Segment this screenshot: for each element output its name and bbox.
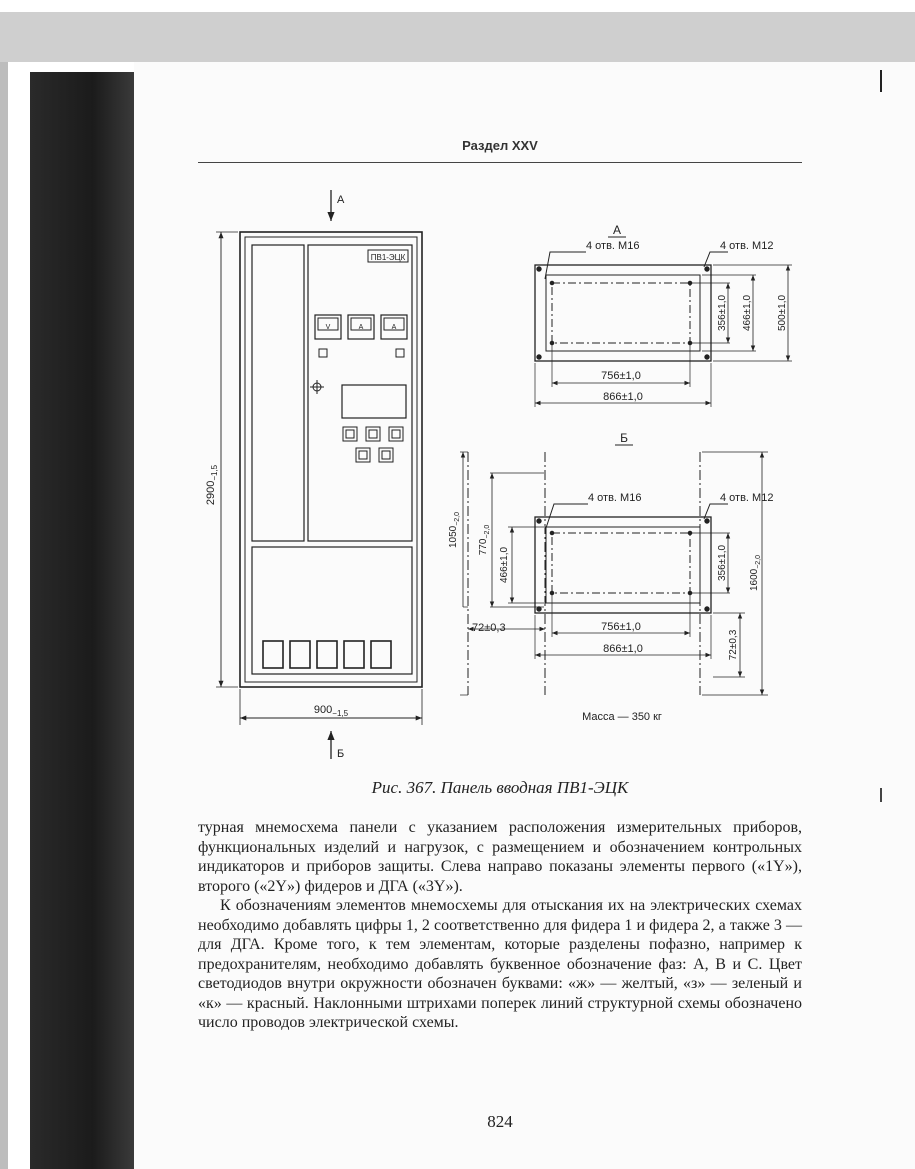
dim-1600-tolerance: −2,0	[755, 554, 762, 569]
height-dimension-label	[205, 464, 219, 505]
book-binding-shadow	[30, 72, 134, 1169]
front-view-labels	[205, 194, 406, 760]
holes-m16-label: 4 отв. М16	[588, 492, 642, 504]
mass-label: Масса — 350 кг	[582, 711, 662, 723]
meter-label-v: V	[325, 324, 331, 331]
section-marker-a: А	[337, 194, 345, 206]
scan-background-left	[0, 62, 8, 1169]
meter-label-a: A	[358, 324, 364, 331]
dim-770-value: 770	[478, 538, 489, 556]
paragraph: К обозначениям элементов мнемосхемы для отыскания их на электрических схемах необходимо добавлять цифры 1, 2 соответственно для фидера 1 и фидера 2, а также 3 — для ДГА. Кроме того, к тем элементам, которые разделены пофазно, например к предохранителям, необходимо добавлять буквенное обозначение фаз: А, В и С. Цвет светодиодов внутри окружности обозначен буквами: «ж» — желтый, «з» — зеленый и «к» — красный. Наклонными штрихами поперек линий структурной схемы обозначено число проводов электрической схемы.	[198, 897, 802, 1031]
dim-770-tolerance: −2,0	[484, 524, 491, 539]
dim-500-label: 500±1,0	[777, 294, 788, 332]
width-tolerance: −1,5	[332, 709, 349, 718]
header-rule	[198, 162, 802, 163]
dim-72-right-label: 72±0,3	[728, 629, 739, 661]
page-number: 824	[487, 1112, 513, 1131]
dim-466-label: 466±1,0	[499, 546, 510, 584]
dim-1050-value: 1050	[448, 525, 459, 549]
section-header: Раздел XXV	[462, 138, 538, 153]
dim-466-label: 466±1,0	[742, 294, 753, 332]
dim-770-label	[478, 525, 491, 556]
dim-356-label: 356±1,0	[717, 294, 728, 332]
dim-356-label: 356±1,0	[717, 544, 728, 582]
dim-1600-value: 1600	[749, 568, 760, 592]
scan-edge-top	[0, 0, 915, 12]
width-value: 900	[313, 704, 333, 716]
section-marker-b: Б	[337, 748, 345, 760]
figure-caption: Рис. 367. Панель вводная ПВ1-ЭЦК	[371, 778, 629, 797]
view-a	[535, 237, 792, 407]
body-text	[198, 818, 802, 1033]
view-b-title: Б	[620, 431, 628, 445]
dim-866-label: 866±1,0	[603, 643, 643, 655]
holes-m16-label: 4 отв. М16	[586, 240, 640, 252]
nameplate-label: ПВ1-ЭЦК	[370, 253, 406, 262]
view-b-labels	[448, 431, 773, 723]
view-a-title: А	[612, 223, 622, 237]
height-value: 2900	[205, 480, 217, 506]
dim-72-left-label: 72±0,3	[472, 622, 506, 634]
holes-m12-label: 4 отв. М12	[720, 492, 774, 504]
scan-mark	[880, 70, 882, 92]
technical-drawing	[190, 175, 810, 775]
front-view	[216, 190, 422, 759]
view-a-labels	[586, 223, 788, 403]
height-tolerance: −1,5	[210, 464, 219, 481]
paragraph: турная мнемосхема панели с указанием расположения измерительных приборов, функциональных изделий и нагрузок, с размещением и обозначением контрольных индикаторов и приборов защиты. Слева направо показаны элементы первого («1Y»), второго («2Y») фидеров и ДГА («3Y»).	[198, 819, 802, 895]
meter-label-a: A	[391, 324, 397, 331]
dim-1050-tolerance: −2,0	[454, 511, 461, 526]
width-dimension-label	[314, 704, 349, 718]
dim-756-label: 756±1,0	[601, 621, 641, 633]
scan-mark	[880, 788, 882, 802]
holes-m12-label: 4 отв. М12	[720, 240, 774, 252]
dim-756-label: 756±1,0	[601, 370, 641, 382]
dim-1050-label	[448, 512, 461, 548]
dim-866-label: 866±1,0	[603, 391, 643, 403]
dim-1600-label	[749, 555, 762, 591]
